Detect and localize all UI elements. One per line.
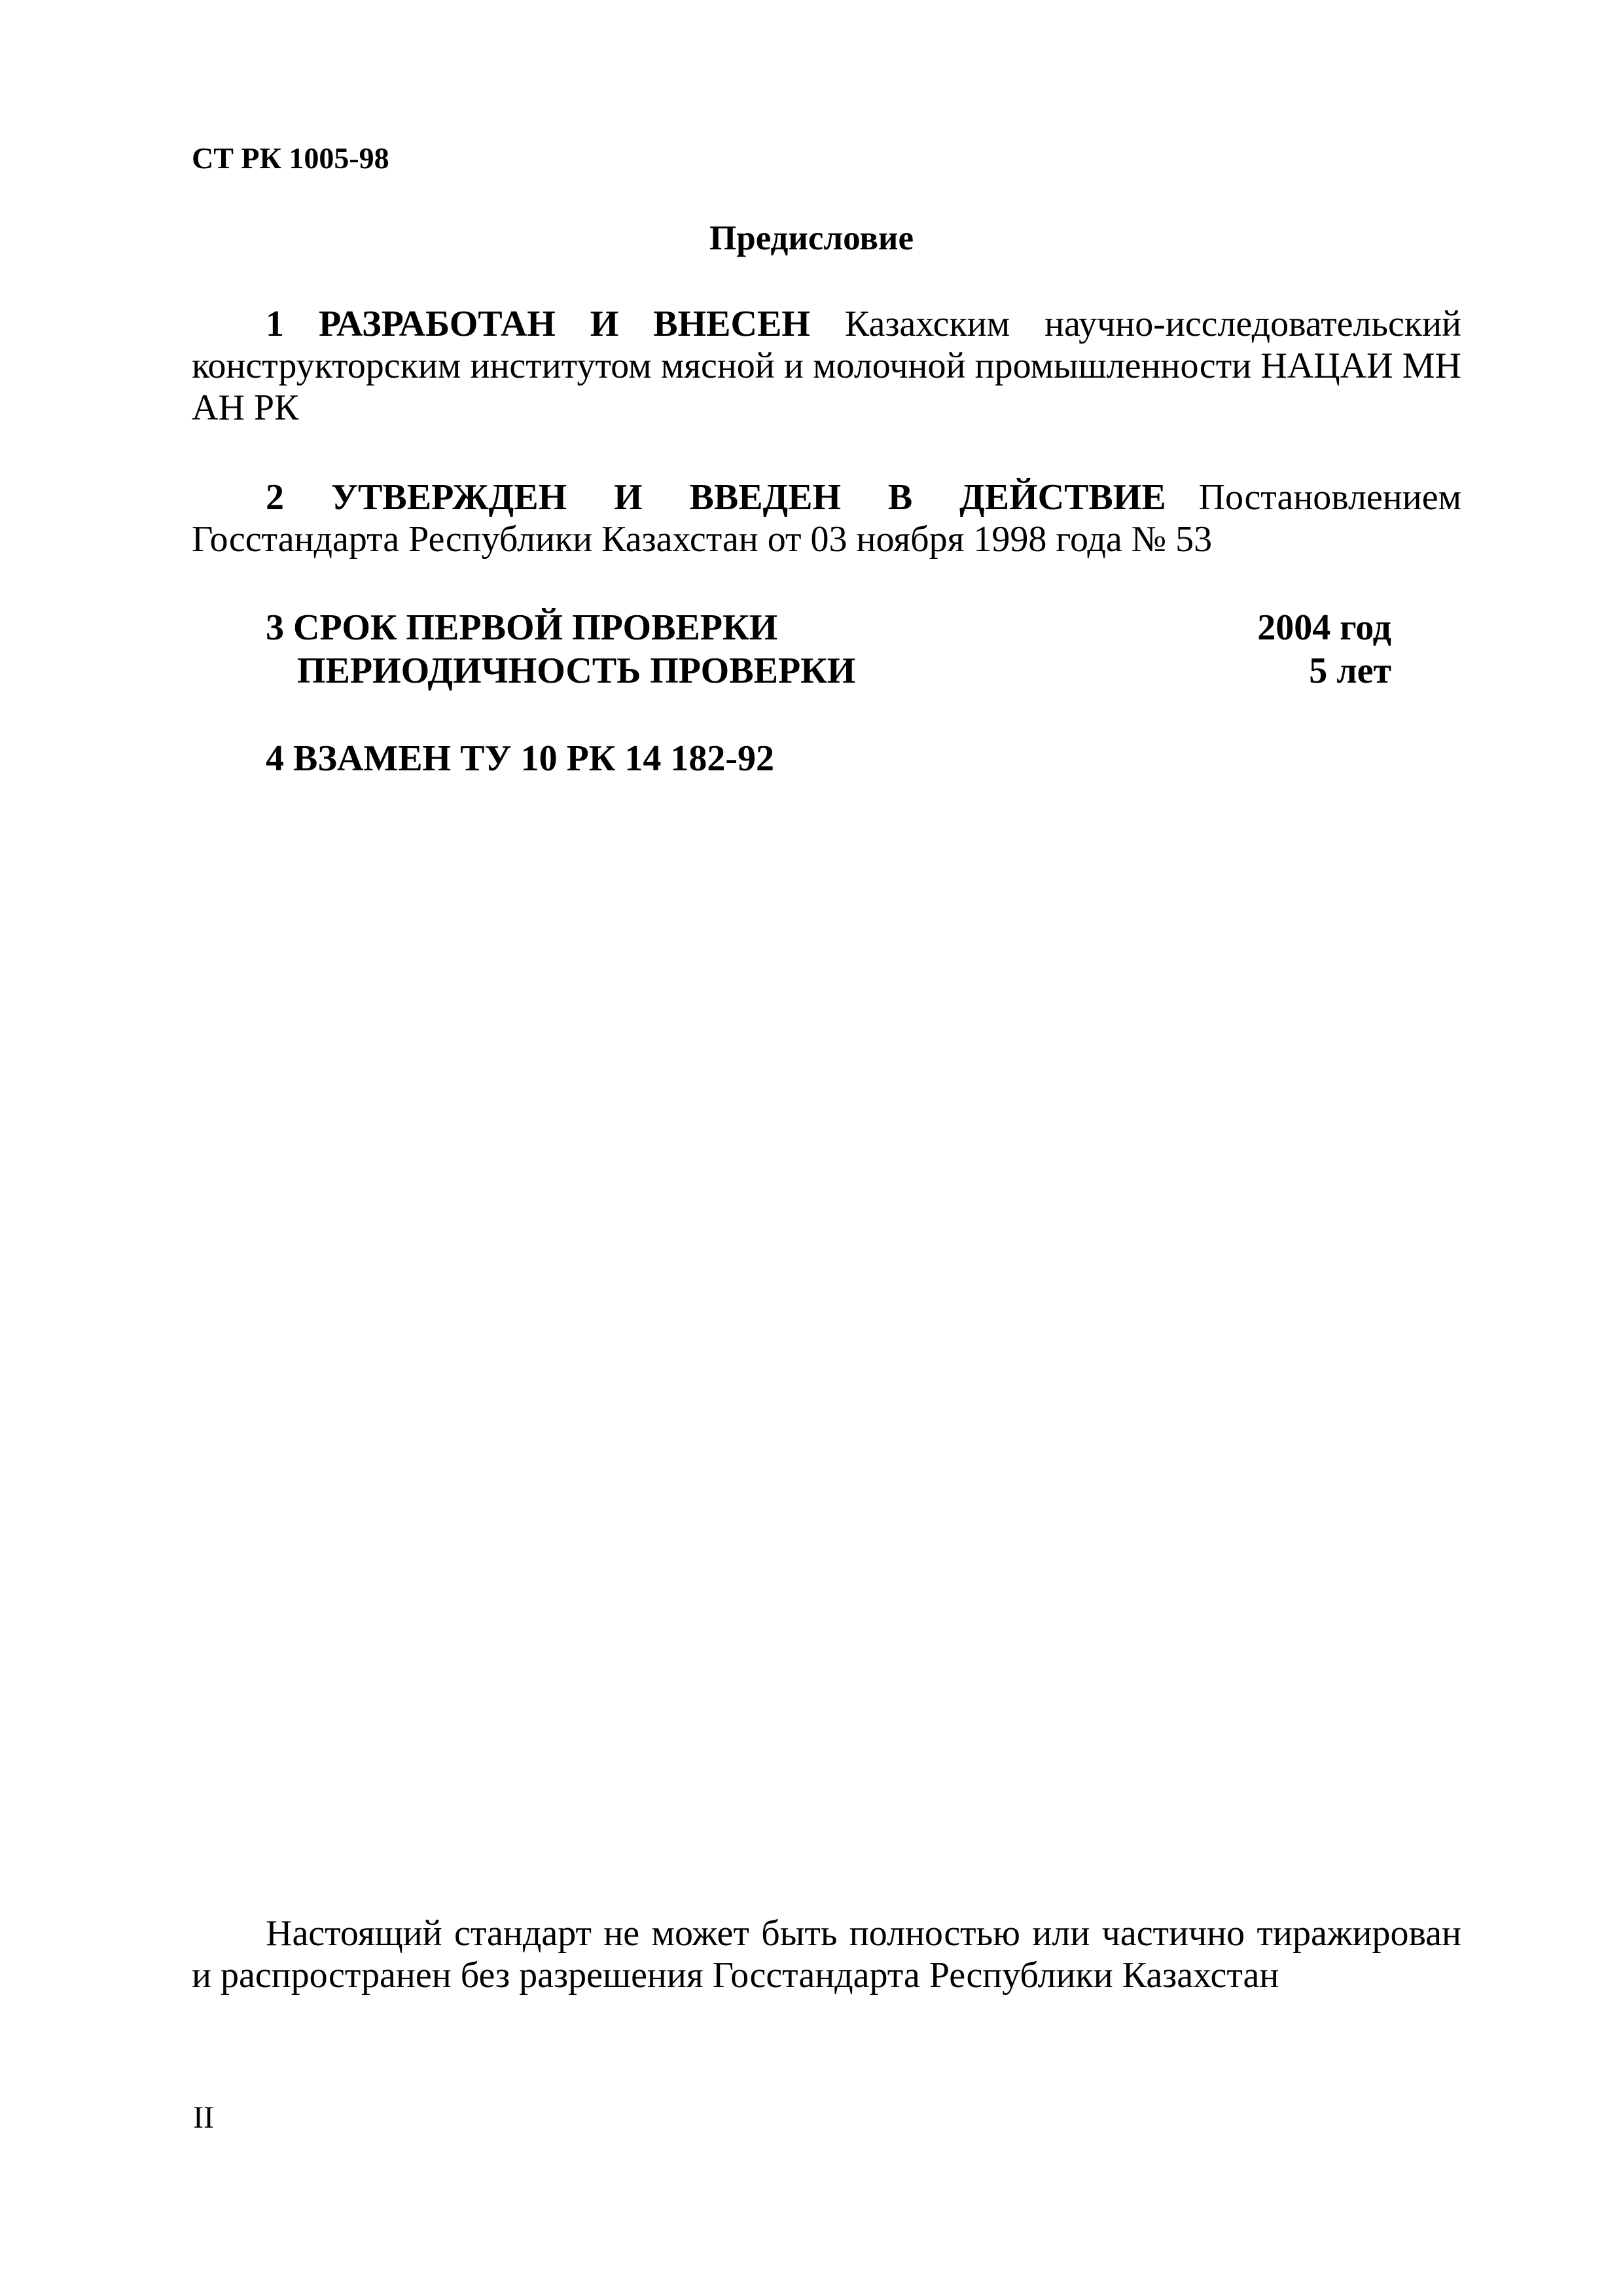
first-review-value: 2004 год bbox=[1257, 607, 1391, 648]
item-approved-text: Постановлением Госстандарта Республики Казахстан от 03 ноября 1998 года № 53 bbox=[192, 477, 1462, 560]
item-developed-by bbox=[192, 303, 1461, 429]
first-review-row bbox=[266, 607, 1391, 649]
page-title: Предисловие bbox=[709, 219, 914, 257]
item-developed-by-text: Казахским научно-исследовательский конструкторским институтом мясной и молочной промышленности НАЦАИ МН АН РК bbox=[192, 304, 1462, 428]
item-developed-by-lead: 1 РАЗРАБОТАН И ВНЕСЕН bbox=[266, 304, 810, 344]
review-period-label: ПЕРИОДИЧНОСТЬ ПРОВЕРКИ bbox=[297, 651, 856, 691]
review-period-value: 5 лет bbox=[1309, 651, 1391, 691]
page-number: II bbox=[193, 2100, 214, 2135]
replaces-item: 4 ВЗАМЕН ТУ 10 РК 14 182-92 bbox=[266, 738, 775, 779]
item-approved bbox=[192, 476, 1461, 560]
first-review-label: 3 СРОК ПЕРВОЙ ПРОВЕРКИ bbox=[266, 607, 778, 648]
copyright-notice: Настоящий стандарт не может быть полностью или частично тиражирован и распространен без разрешения Госстандарта Республики Казахстан bbox=[192, 1913, 1461, 1996]
document-code: СТ РК 1005-98 bbox=[192, 141, 389, 175]
review-period-row bbox=[266, 650, 1391, 692]
item-approved-lead: 2 УТВЕРЖДЕН И ВВЕДЕН В ДЕЙСТВИЕ bbox=[266, 477, 1166, 518]
